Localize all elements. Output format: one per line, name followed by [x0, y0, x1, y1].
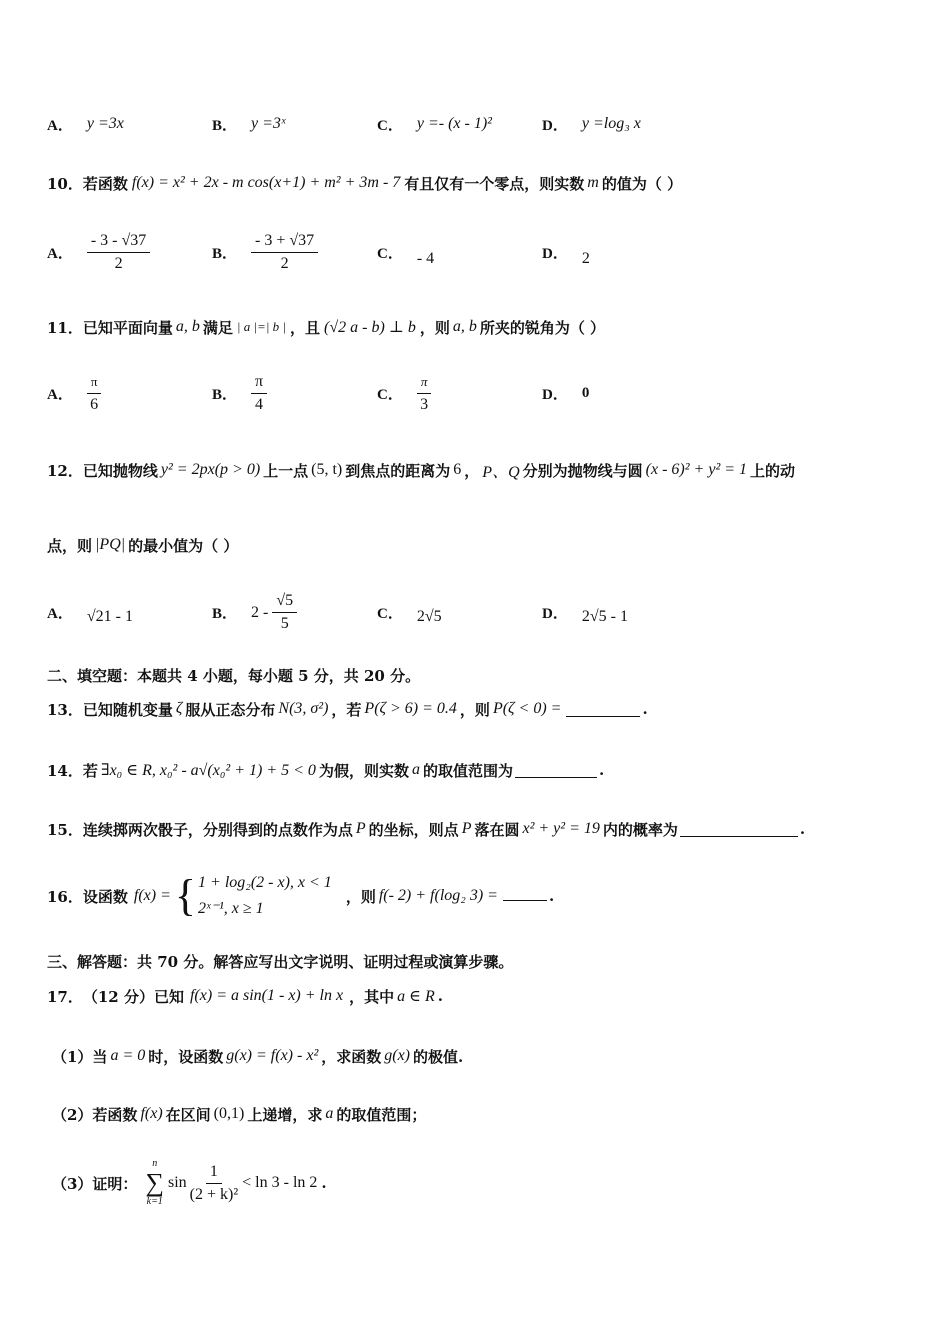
stem-math: g(x)	[384, 1047, 411, 1064]
fraction-denominator: 3	[420, 395, 429, 413]
option-fraction	[251, 371, 267, 416]
stem-math: a	[325, 1105, 334, 1122]
option-label: C．	[377, 386, 403, 403]
section-3-heading	[47, 948, 910, 974]
option-expr: - 4	[416, 249, 435, 267]
stem-math: ∃x₀ ∈ R, x₀² - a√(x₀² + 1) + 5 < 0	[100, 762, 316, 779]
option-expr: 0	[581, 384, 590, 401]
q17-part-1	[52, 1040, 910, 1072]
stem-math: f(x) = a sin(1 - x) + ln x	[189, 987, 344, 1004]
stem-math: | a |=| b |	[236, 319, 286, 334]
stem-math: f(x) = x² + 2x - m cos(x+1) + m² + 3m - 7	[131, 174, 401, 191]
piecewise-case-2: 2ˣ⁻¹, x ≥ 1	[198, 900, 264, 917]
q11-stem	[47, 312, 910, 342]
answer-blank[interactable]	[680, 822, 798, 837]
option-fraction	[87, 230, 150, 275]
stem-text: .	[799, 820, 806, 838]
stem-math: x² + y² = 19	[522, 820, 600, 837]
summation	[145, 1158, 164, 1208]
stem-math: P、Q	[482, 463, 520, 481]
stem-text: 上一点	[263, 461, 309, 480]
stem-text: 上的动	[750, 461, 796, 480]
stem-text: 在区间	[165, 1105, 211, 1124]
option-label: A．	[47, 606, 73, 622]
piecewise-cases	[198, 870, 332, 922]
stem-text: 的取值范围为	[422, 761, 513, 780]
stem-text: （12 分）已知	[82, 987, 184, 1006]
stem-math: ζ	[175, 700, 183, 717]
stem-text: 有且仅有一个零点，则实数	[404, 174, 585, 193]
q12-option-c	[377, 600, 442, 626]
stem-text: 设函数	[82, 887, 128, 906]
q13	[47, 693, 910, 725]
question-number: 16．	[47, 887, 83, 906]
q10-option-a	[47, 230, 150, 275]
fraction-numerator: 1	[206, 1161, 222, 1184]
stem-text: 已知随机变量	[82, 700, 173, 719]
fraction-denominator: 2	[280, 255, 289, 272]
q9-option-a	[47, 114, 124, 135]
q9-option-d	[542, 114, 641, 135]
stem-text: 的极值.	[413, 1047, 464, 1066]
q14	[47, 752, 910, 788]
option-expr: y =3ˣ	[251, 115, 286, 132]
option-label: D．	[542, 117, 568, 134]
question-number: 11．	[47, 318, 83, 337]
piecewise-case-1: 1 + log₂(2 - x), x < 1	[198, 874, 332, 891]
q11-options	[47, 368, 910, 418]
q12-option-b	[212, 590, 297, 635]
sum-fraction	[190, 1161, 238, 1206]
fraction-numerator: √5	[272, 590, 297, 613]
option-label: A．	[47, 117, 73, 134]
q15	[47, 813, 910, 845]
stem-text: 点，则	[47, 536, 93, 555]
q11-option-b	[212, 371, 267, 416]
option-label: B．	[212, 386, 238, 403]
stem-text: 内的概率为	[602, 820, 678, 839]
fraction-denominator: 2	[114, 255, 123, 272]
q12-stem-line2	[47, 530, 910, 560]
stem-math: (x - 6)² + y² = 1	[645, 461, 748, 478]
option-label: B．	[212, 117, 238, 134]
summation-lower: k=1	[146, 1196, 163, 1207]
part-label: （3）证明：	[52, 1174, 138, 1193]
option-fraction	[87, 371, 102, 416]
question-number: 17．	[47, 987, 83, 1006]
stem-text: ，其中	[349, 987, 395, 1006]
fraction-numerator: π	[87, 371, 102, 394]
stem-text: 落在圆	[474, 820, 520, 839]
stem-math: g(x) = f(x) - x²	[226, 1047, 319, 1064]
option-label: B．	[212, 606, 238, 622]
section-2-heading	[47, 662, 910, 688]
q17-part-3	[52, 1155, 910, 1211]
option-label: D．	[542, 606, 568, 622]
stem-text: 的坐标，则点	[368, 820, 459, 839]
part-label: （2）若函数	[52, 1105, 138, 1124]
q12-option-a	[47, 600, 133, 626]
q10-option-c	[377, 238, 434, 268]
stem-text: 分别为抛物线与圆	[522, 461, 643, 480]
stem-text: 的值为（ ）	[601, 174, 683, 193]
option-fraction	[417, 371, 432, 416]
option-expr: 2	[581, 249, 590, 267]
option-label: D．	[542, 386, 568, 403]
stem-text: .	[437, 987, 443, 1005]
question-number: 14．	[47, 761, 83, 780]
stem-math: P(ζ < 0) =	[492, 700, 562, 717]
stem-text: 到焦点的距离为	[345, 461, 451, 480]
q10-option-d	[542, 238, 590, 268]
stem-text: 的最小值为（ ）	[128, 536, 239, 555]
fraction-numerator: - 3 - √37	[87, 230, 150, 253]
question-number: 13．	[47, 700, 83, 719]
stem-math: f(- 2) + f(log₂ 3) =	[378, 887, 498, 904]
option-label: B．	[212, 246, 238, 262]
q10-stem	[47, 168, 910, 198]
q11-option-a	[47, 371, 101, 416]
stem-math: a, b	[175, 318, 200, 335]
stem-text: 若函数	[82, 174, 128, 193]
fraction-denominator: 4	[255, 395, 264, 413]
stem-math: a ∈ R	[397, 988, 435, 1005]
answer-blank[interactable]	[515, 763, 597, 778]
stem-math: f(x)	[140, 1105, 163, 1122]
stem-text: .	[321, 1174, 327, 1192]
q11-option-d	[542, 383, 603, 404]
option-label: C．	[377, 606, 403, 622]
stem-text: 满足	[202, 318, 233, 337]
option-expr: 2√5	[416, 607, 442, 625]
option-expr: 2 -	[251, 603, 269, 621]
stem-text: .	[598, 761, 605, 779]
summation-sigma: ∑	[145, 1168, 164, 1197]
q12-option-d	[542, 600, 628, 626]
section-title: 二、填空题：本题共 4 小题，每小题 5 分，共 20 分。	[47, 666, 421, 685]
stem-text: 上递增，求	[247, 1105, 323, 1124]
piecewise-brace: {	[174, 871, 197, 920]
stem-math: m	[587, 174, 599, 191]
stem-text: 为假，则实数	[318, 761, 409, 780]
question-number: 15．	[47, 820, 83, 839]
stem-text: 所夹的锐角为（ ）	[479, 318, 606, 337]
stem-text: ，则	[459, 700, 490, 719]
option-label: C．	[377, 246, 403, 262]
option-label: A．	[47, 246, 73, 262]
stem-text: ，求函数	[321, 1047, 382, 1066]
q9-option-c	[377, 114, 492, 135]
fraction-numerator: π	[251, 371, 267, 394]
option-expr: √21 - 1	[86, 607, 133, 625]
stem-text: 的取值范围；	[336, 1105, 427, 1124]
part-label: （1）当	[52, 1047, 108, 1066]
q9-options	[47, 110, 910, 138]
stem-math: a, b	[452, 318, 477, 335]
option-expr: y =log₃ x	[581, 115, 641, 132]
stem-text: ，则	[419, 318, 450, 337]
stem-text: 时，设函数	[148, 1047, 224, 1066]
fraction-numerator: π	[417, 371, 432, 394]
stem-text: 若	[82, 761, 98, 780]
fraction-denominator: 6	[90, 395, 99, 413]
option-label: D．	[542, 246, 568, 262]
stem-text: ，则	[345, 887, 376, 906]
q17-part-2	[52, 1098, 910, 1130]
q12-options	[47, 585, 910, 640]
stem-math: (5, t)	[311, 461, 343, 478]
option-expr: y =- (x - 1)²	[416, 115, 492, 132]
stem-math: (0,1)	[213, 1105, 245, 1122]
option-label: C．	[377, 117, 403, 134]
stem-math: f(x) =	[133, 887, 171, 904]
stem-math: P	[461, 820, 472, 837]
answer-blank[interactable]	[566, 702, 640, 717]
stem-text: 连续掷两次骰子，分别得到的点数作为点	[82, 820, 353, 839]
stem-math: |PQ|	[95, 536, 126, 553]
stem-math: 6	[453, 461, 462, 478]
stem-math: < ln 3 - ln 2	[242, 1174, 318, 1191]
option-fraction	[251, 230, 318, 275]
stem-math: y² = 2px(p > 0)	[160, 461, 261, 478]
stem-text: ，	[464, 461, 480, 480]
stem-text: 已知平面向量	[82, 318, 173, 337]
q12-stem	[47, 455, 910, 485]
stem-math: (√2 a - b) ⊥ b	[324, 319, 416, 336]
fraction-numerator: - 3 + √37	[251, 230, 318, 253]
question-number: 10．	[47, 174, 83, 193]
q11-option-c	[377, 371, 431, 416]
q16	[47, 866, 910, 926]
fraction-denominator: 5	[280, 615, 289, 632]
section-title: 三、解答题：共 70 分。解答应写出文字说明、证明过程或演算步骤。	[47, 952, 514, 971]
fraction-denominator: (2 + k)²	[189, 1185, 239, 1203]
stem-text: 服从正态分布	[185, 700, 276, 719]
question-number: 12．	[47, 461, 83, 480]
stem-math: P(ζ > 6) = 0.4	[364, 700, 457, 717]
answer-blank[interactable]	[503, 892, 547, 901]
option-fraction	[272, 590, 297, 635]
summation-upper: n	[152, 1158, 158, 1169]
stem-text: .	[548, 887, 555, 905]
option-expr: y =3x	[86, 115, 124, 132]
stem-math: a = 0	[110, 1047, 146, 1064]
stem-text: ，若	[331, 700, 362, 719]
stem-text: .	[642, 700, 648, 718]
option-expr: 2√5 - 1	[581, 607, 628, 625]
stem-math: N(3, σ²)	[278, 700, 329, 717]
q17-stem	[47, 980, 910, 1012]
stem-math: sin	[168, 1174, 187, 1191]
q10-options	[47, 225, 910, 280]
stem-math: P	[355, 820, 366, 837]
stem-math: a	[411, 761, 420, 778]
stem-text: 已知抛物线	[82, 461, 158, 480]
option-label: A．	[47, 386, 73, 403]
q9-option-b	[212, 114, 285, 135]
q10-option-b	[212, 230, 318, 275]
stem-text: ，且	[289, 318, 320, 337]
